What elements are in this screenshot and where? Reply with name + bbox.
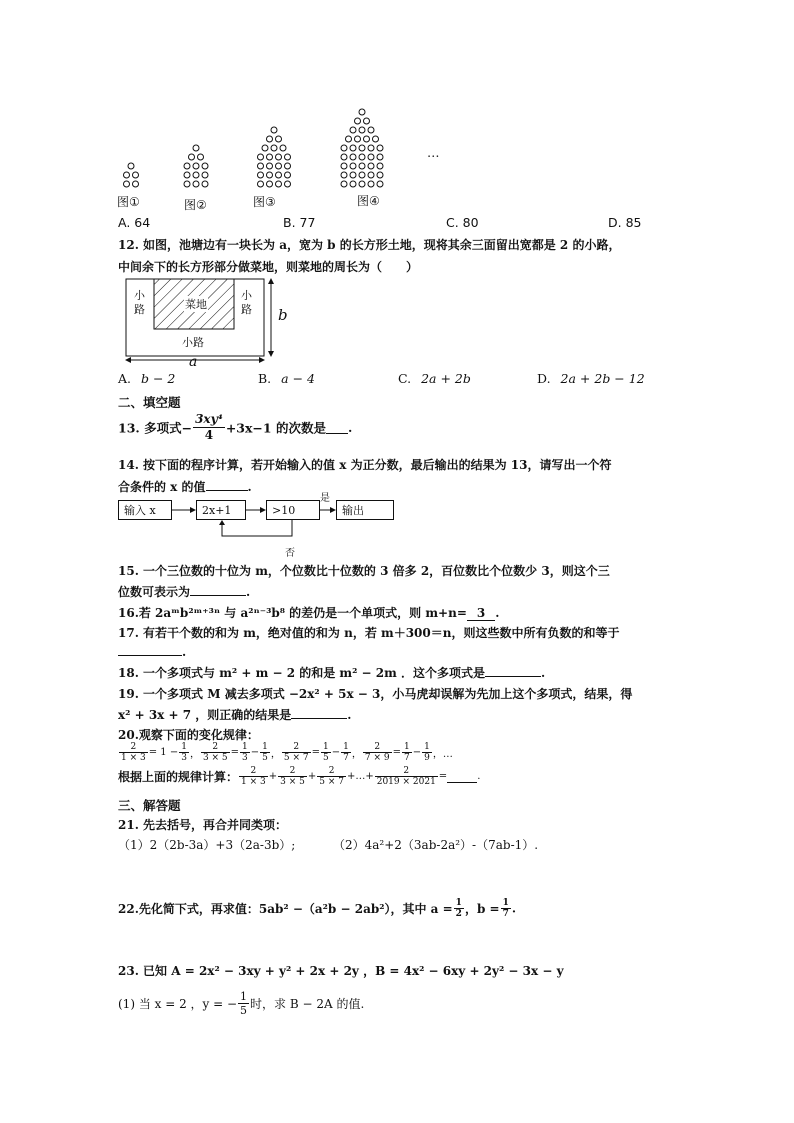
pattern-dot <box>285 154 291 160</box>
pattern-dot <box>359 172 365 178</box>
q20-calc-row: 根据上面的规律计算： $\frac{2}{1 \times 3}$ + $\frac{2}{3 \times 5}$ + $\frac{2}{5 \times 7}$ +…+ $\frac{2}{2019 \times 2021}$ = . <box>118 766 481 787</box>
pattern-dot <box>373 136 379 142</box>
pattern-dot <box>285 181 291 187</box>
pattern-dot <box>193 181 199 187</box>
q12-option-b: B. a − 4 <box>258 371 315 386</box>
pattern-dot <box>377 181 383 187</box>
pattern-dot <box>258 163 264 169</box>
figure-label-3: 图③ <box>253 195 276 209</box>
pattern-dot <box>280 145 286 151</box>
pattern-dot <box>267 163 273 169</box>
pattern-dot <box>355 118 361 124</box>
section-heading-fill-in: 二、填空题 <box>118 395 181 410</box>
figure-label-2: 图② <box>184 198 207 212</box>
pattern-dot <box>184 172 190 178</box>
pattern-dot <box>368 163 374 169</box>
q12-text-line2: 中间余下的长方形部分做菜地，则菜地的周长为（ ） <box>118 260 419 274</box>
pattern-dot <box>202 172 208 178</box>
q15-line2: 位数可表示为 . <box>118 585 251 599</box>
pattern-dot <box>364 136 370 142</box>
q12-a-label: a <box>189 354 198 370</box>
q14-answer-blank[interactable] <box>206 478 248 491</box>
q17-answer-blank[interactable] <box>118 643 182 656</box>
pattern-dot <box>341 154 347 160</box>
pattern-dot <box>267 154 273 160</box>
pattern-dot <box>368 145 374 151</box>
pattern-dot <box>276 172 282 178</box>
q18-answer-blank[interactable] <box>485 664 541 677</box>
q12-garden-label: 菜地 <box>185 298 207 311</box>
pattern-dot <box>276 154 282 160</box>
q14-line1: 14. 按下面的程序计算，若开始输入的值 x 为正分数，最后输出的结果为 13，请写出一个符 <box>118 458 612 472</box>
pattern-dot <box>202 181 208 187</box>
pattern-dot <box>184 181 190 187</box>
figure-label-4: 图④ <box>357 194 380 208</box>
pattern-dot <box>276 163 282 169</box>
flow-yes-label: 是 <box>320 493 330 504</box>
q20-answer-blank[interactable] <box>447 770 477 783</box>
section-heading-solve: 三、解答题 <box>118 798 181 813</box>
q20-pattern-row: $\frac{2}{1 \times 3}$ = 1 − $\frac{1}{3}$ ， $\frac{2}{3 \times 5}$ = $\frac{1}{3}$ − $\frac{1}{5}$ ， $\frac{2}{5 \times 7}$ = $\frac{1}{5}$ − $\frac{1}{7}$ ， $\frac{2}{7 \times 9}$ = $\frac{1}{7}$ − $\frac{1}{9}$ ，… <box>121 742 453 763</box>
q12-text-line1: 12. 如图，池塘边有一块长为 a，宽为 b 的长方形土地，现将其余三面留出宽都是 2 的小路， <box>118 238 621 252</box>
flow-input-box: 输入 x <box>118 500 172 520</box>
pattern-dot <box>193 163 199 169</box>
q16-answer: 3 <box>467 606 495 621</box>
figure-ellipsis: … <box>427 145 440 160</box>
pattern-dot <box>368 172 374 178</box>
flow-output-box: 输出 <box>336 500 394 520</box>
q19-line1: 19. 一个多项式 M 减去多项式 −2x² + 5x − 3，小马虎却误解为先加上这个多项式，结果，得 <box>118 687 633 701</box>
q20-intro: 20.观察下面的变化规律： <box>118 728 259 742</box>
pattern-dot <box>350 181 356 187</box>
pattern-dot <box>377 163 383 169</box>
pattern-dot <box>350 145 356 151</box>
pattern-dot <box>262 145 268 151</box>
q13-answer-blank[interactable] <box>326 421 348 434</box>
q21-part1: （1）2（2b-3a）+3（2a-3b）; <box>118 838 296 852</box>
pattern-dot <box>193 172 199 178</box>
pattern-dot <box>350 154 356 160</box>
pattern-dot <box>267 181 273 187</box>
pattern-dot <box>377 172 383 178</box>
q12-option-d: D. 2a + 2b − 12 <box>537 371 645 386</box>
q11-option-a: A. 64 <box>118 215 151 230</box>
q12-b-label: b <box>278 306 288 324</box>
pattern-dot <box>368 154 374 160</box>
pattern-dot <box>133 172 139 178</box>
q12-path-bottom: 小路 <box>182 336 204 349</box>
pattern-dot <box>364 118 370 124</box>
pattern-dot <box>285 163 291 169</box>
pattern-dot <box>341 181 347 187</box>
pattern-dot <box>368 181 374 187</box>
q22: 22.先化简下式，再求值：5ab² −（a²b − 2ab²），其中 a = $\frac{1}{2}$ ，b = $\frac{1}{7}$ . <box>118 898 517 919</box>
q17-line2: . <box>118 643 186 659</box>
pattern-dot <box>276 136 282 142</box>
pattern-dot <box>285 172 291 178</box>
pattern-dot <box>359 163 365 169</box>
q16: 16.若 2aᵐb²ᵐ⁺³ⁿ 与 a²ⁿ⁻³b⁸ 的差仍是一个单项式，则 m+n= 3 . <box>118 606 500 620</box>
pattern-dot <box>193 145 199 151</box>
pattern-dot <box>258 172 264 178</box>
pattern-dot <box>276 181 282 187</box>
pattern-dot <box>350 127 356 133</box>
flow-condition-box: >10 <box>266 500 320 520</box>
pattern-dot <box>271 145 277 151</box>
q21-part2: （2）4a²+2（3ab-2a²）-（7ab-1）. <box>333 838 539 852</box>
flow-no-label: 否 <box>285 548 295 559</box>
q23-line2: (1) 当 x = 2 ，y = − $\frac{1}{5}$ 时，求 B − 2A 的值. <box>118 990 365 1017</box>
q21-intro: 21. 先去括号，再合并同类项： <box>118 818 288 832</box>
q12-option-c: C. 2a + 2b <box>398 371 471 386</box>
pattern-dot <box>359 109 365 115</box>
pattern-dot <box>258 181 264 187</box>
q12-path-right: 小路 <box>241 289 252 316</box>
q11-option-b: B. 77 <box>283 215 316 230</box>
pattern-dot <box>133 181 139 187</box>
pattern-dot <box>341 145 347 151</box>
q13-fraction: $\frac{\text{3xy⁴}}{4}$ <box>195 412 223 442</box>
q12-option-a: A. b − 2 <box>118 371 176 386</box>
pattern-dot <box>350 172 356 178</box>
pattern-dot <box>128 163 134 169</box>
pattern-dot <box>184 163 190 169</box>
pattern-dot <box>258 154 264 160</box>
pattern-dot <box>377 145 383 151</box>
pattern-dot <box>368 127 374 133</box>
q15-line1: 15. 一个三位数的十位为 m，个位数比十位数的 3 倍多 2，百位数比个位数少 3，则这个三 <box>118 564 610 578</box>
pattern-dot <box>346 136 352 142</box>
pattern-dot <box>198 154 204 160</box>
q11-option-c: C. 80 <box>446 215 479 230</box>
q14-line2: 合条件的 x 的值 . <box>118 480 252 494</box>
pattern-dot <box>271 127 277 133</box>
q18: 18. 一个多项式与 m² + m − 2 的和是 m² − 2m ．这个多项式是 . <box>118 666 546 680</box>
pattern-dot <box>124 172 130 178</box>
pattern-dot <box>359 181 365 187</box>
pattern-dot <box>359 145 365 151</box>
pattern-dot <box>267 172 273 178</box>
pattern-dot <box>341 163 347 169</box>
pattern-dot <box>341 172 347 178</box>
q19-answer-blank[interactable] <box>291 706 347 719</box>
q23-line1: 23. 已知 A = 2x² − 3xy + y² + 2x + 2y ，B = 4x² − 6xy + 2y² − 3x − y <box>118 964 564 978</box>
pattern-dot <box>359 127 365 133</box>
pattern-dot <box>267 136 273 142</box>
pattern-dot <box>355 136 361 142</box>
q17-line1: 17. 有若干个数的和为 m，绝对值的和为 n，若 m＋300＝n，则这些数中所有负数的和等于 <box>118 626 620 640</box>
q12-path-left: 小路 <box>134 289 145 316</box>
q13: 13. 多项式− $\frac{\text{3xy⁴}}{4}$ +3x−1 的次数是 . <box>118 412 353 442</box>
pattern-dot <box>377 154 383 160</box>
pattern-dot <box>124 181 130 187</box>
q15-answer-blank[interactable] <box>190 583 246 596</box>
pattern-dot <box>202 163 208 169</box>
q11-option-d: D. 85 <box>608 215 642 230</box>
pattern-dot <box>189 154 195 160</box>
flow-operation-box: 2x+1 <box>196 500 246 520</box>
pattern-dot <box>350 163 356 169</box>
pattern-dot <box>359 154 365 160</box>
figure-label-1: 图① <box>117 195 140 209</box>
dot-pattern-figures <box>110 88 470 213</box>
q19-line2: x² + 3x + 7 ，则正确的结果是 . <box>118 708 352 722</box>
